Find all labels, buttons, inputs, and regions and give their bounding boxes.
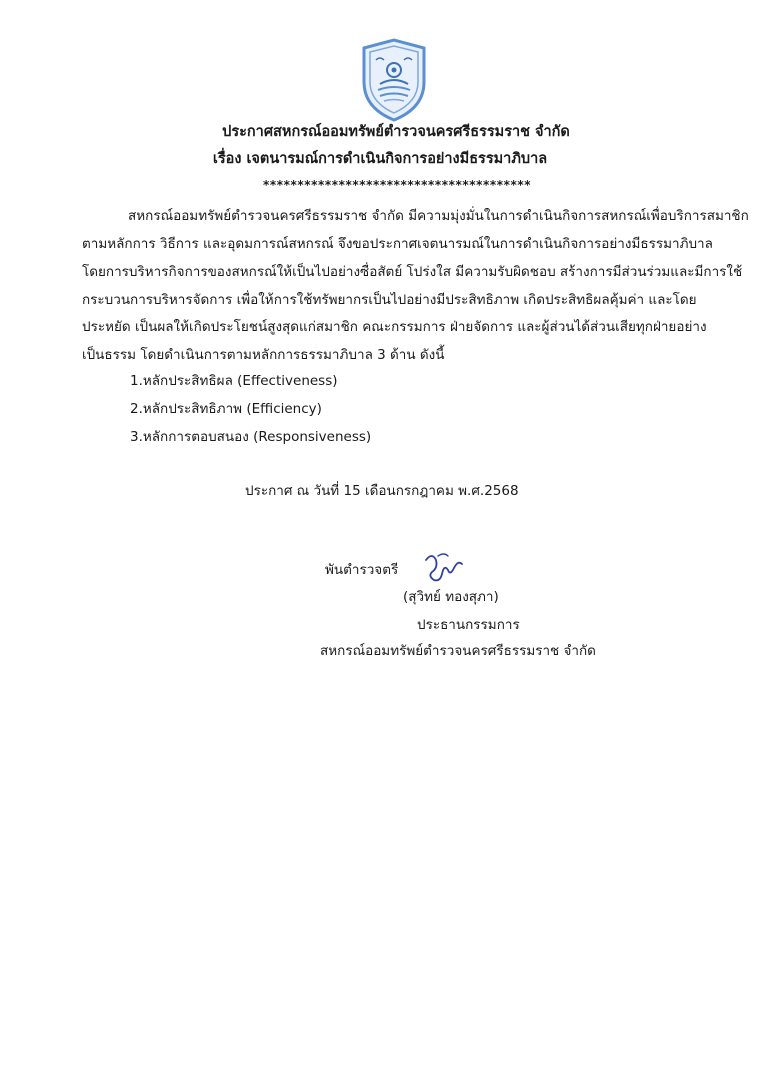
handwritten-signature (418, 548, 470, 588)
announcement-date: ประกาศ ณ วันที่ 15 เดือนกรกฎาคม พ.ศ.2568 (245, 483, 519, 499)
principle-item: 2.หลักประสิทธิภาพ (Efficiency) (130, 401, 322, 417)
signer-role: ประธานกรรมการ (417, 617, 520, 633)
body-line: สหกรณ์ออมทรัพย์ตำรวจนครศรีธรรมราช จำกัด มีความมุ่งมั่นในการดำเนินกิจการสหกรณ์เพื่อบริการสมาชิก (128, 208, 749, 224)
signer-organization: สหกรณ์ออมทรัพย์ตำรวจนครศรีธรรมราช จำกัด (320, 643, 596, 659)
body-line: เป็นธรรม โดยดำเนินการตามหลักการธรรมาภิบาล 3 ด้าน ดังนี้ (82, 347, 445, 363)
body-line: กระบวนการบริหารจัดการ เพื่อให้การใช้ทรัพยากรเป็นไปอย่างมีประสิทธิภาพ เกิดประสิทธิผลคุ้มค่า และโดย (82, 292, 697, 308)
body-line: ตามหลักการ วิธีการ และอุดมการณ์สหกรณ์ จึงขอประกาศเจตนารมณ์ในการดำเนินกิจการอย่างมีธรรมาภิบาล (82, 236, 713, 252)
document-subject: เรื่อง เจตนารมณ์การดำเนินกิจการอย่างมีธรรมาภิบาล (212, 151, 548, 167)
principle-item: 3.หลักการตอบสนอง (Responsiveness) (130, 429, 372, 445)
principle-item: 1.หลักประสิทธิผล (Effectiveness) (130, 373, 338, 389)
document-title: ประกาศสหกรณ์ออมทรัพย์ตำรวจนครศรีธรรมราช จำกัด (222, 124, 570, 140)
body-line: ประหยัด เป็นผลให้เกิดประโยชน์สูงสุดแก่สมาชิก คณะกรรมการ ฝ่ายจัดการ และผู้ส่วนได้ส่วนเสียทุกฝ่ายอย่าง (82, 319, 707, 335)
body-line: โดยการบริหารกิจการของสหกรณ์ให้เป็นไปอย่างซื่อสัตย์ โปร่งใส มีความรับผิดชอบ สร้างการมีส่วนร่วมและมีการใช้ (82, 264, 743, 280)
signer-name: (สุวิทย์ ทองสุภา) (403, 589, 499, 605)
coop-emblem-icon (356, 38, 432, 122)
signer-rank: พันตำรวจตรี (325, 562, 399, 578)
title-divider: *************************************** (263, 178, 532, 192)
